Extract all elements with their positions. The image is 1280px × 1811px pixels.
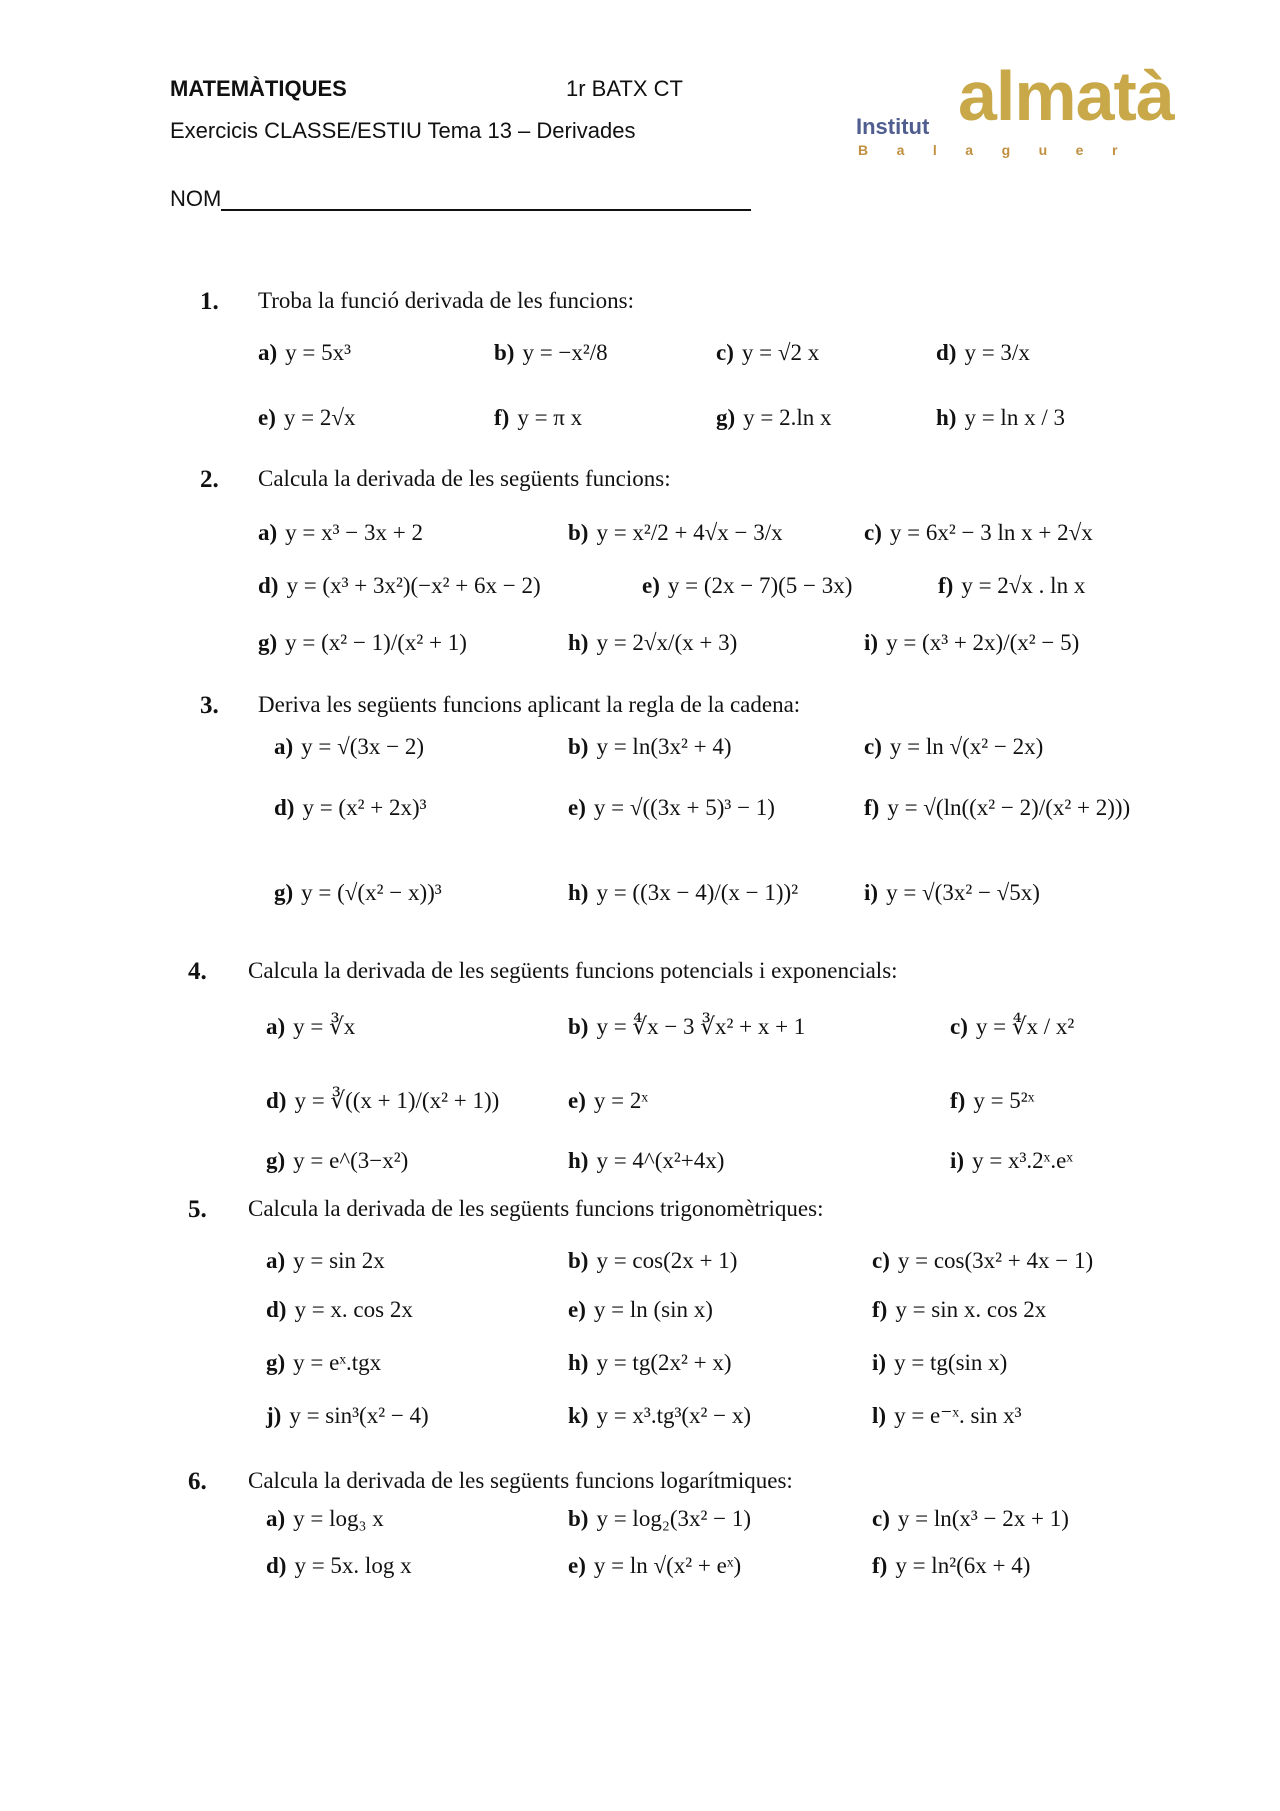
section-5-title: Calcula la derivada de les següents funcions trigonomètriques: <box>248 1196 824 1221</box>
exercise-5a: a) y = sin 2x <box>266 1248 385 1273</box>
exercise-6e: e) y = ln √(x² + eˣ) <box>568 1553 742 1578</box>
exercise-4g: g) y = e^(3−x²) <box>266 1148 409 1173</box>
section-2-number: 2. <box>200 466 219 493</box>
exercise-3g: g) y = (√(x² − x))³ <box>274 880 442 905</box>
exercise-3i: i) y = √(3x² − √5x) <box>864 880 1040 905</box>
exercise-1g: g) y = 2.ln x <box>716 405 832 430</box>
exercise-5g: g) y = eˣ.tgx <box>266 1350 382 1375</box>
exercise-4d: d) y = ∛((x + 1)/(x² + 1)) <box>266 1088 500 1113</box>
exercise-5c: c) y = cos(3x² + 4x − 1) <box>872 1248 1094 1273</box>
subject-title: MATEMÀTIQUES <box>170 76 347 101</box>
exercise-5h: h) y = tg(2x² + x) <box>568 1350 732 1375</box>
section-2-title: Calcula la derivada de les següents funcions: <box>258 466 671 491</box>
exercise-2h: h) y = 2√x/(x + 3) <box>568 630 738 655</box>
exercise-4i: i) y = x³.2ˣ.eˣ <box>950 1148 1073 1173</box>
exercise-2f: f) y = 2√x . ln x <box>938 573 1086 598</box>
logo-institut-text: Institut <box>856 114 930 139</box>
exercise-2d: d) y = (x³ + 3x²)(−x² + 6x − 2) <box>258 573 541 598</box>
exercise-3c: c) y = ln √(x² − 2x) <box>864 734 1044 759</box>
exercise-6b: b) y = log₂(3x² − 1) <box>568 1506 752 1531</box>
name-line <box>221 209 751 211</box>
exercise-6c: c) y = ln(x³ − 2x + 1) <box>872 1506 1069 1531</box>
exercise-5j: j) y = sin³(x² − 4) <box>266 1403 429 1428</box>
exercise-3a: a) y = √(3x − 2) <box>274 734 425 759</box>
exercise-5d: d) y = x. cos 2x <box>266 1297 413 1322</box>
exercise-4e: e) y = 2ˣ <box>568 1088 648 1113</box>
exercise-3h: h) y = ((3x − 4)/(x − 1))² <box>568 880 799 905</box>
exercise-2b: b) y = x²/2 + 4√x − 3/x <box>568 520 783 545</box>
exercise-2g: g) y = (x² − 1)/(x² + 1) <box>258 630 467 655</box>
exercise-2i: i) y = (x³ + 2x)/(x² − 5) <box>864 630 1080 655</box>
exercise-1c: c) y = √2 x <box>716 340 820 365</box>
section-5-number: 5. <box>188 1196 207 1223</box>
sheet-title: Exercicis CLASSE/ESTIU Tema 13 – Derivades <box>170 118 636 143</box>
exercise-1f: f) y = π x <box>494 405 583 430</box>
exercise-4a: a) y = ∛x <box>266 1014 356 1039</box>
section-6-title: Calcula la derivada de les següents funcions logarítmiques: <box>248 1468 793 1493</box>
section-4-number: 4. <box>188 958 207 985</box>
course-label: 1r BATX CT <box>566 76 683 101</box>
exercise-6a: a) y = log₃ x <box>266 1506 384 1531</box>
exercise-6f: f) y = ln²(6x + 4) <box>872 1553 1031 1578</box>
section-3-number: 3. <box>200 692 219 719</box>
logo-main-text: almatà <box>958 57 1174 135</box>
exercise-2c: c) y = 6x² − 3 ln x + 2√x <box>864 520 1093 545</box>
exercise-1b: b) y = −x²/8 <box>494 340 608 365</box>
name-label: NOM <box>170 186 222 211</box>
exercise-3e: e) y = √((3x + 5)³ − 1) <box>568 795 775 820</box>
exercise-2a: a) y = x³ − 3x + 2 <box>258 520 423 545</box>
exercise-5e: e) y = ln (sin x) <box>568 1297 713 1322</box>
exercise-5i: i) y = tg(sin x) <box>872 1350 1008 1375</box>
exercise-1a: a) y = 5x³ <box>258 340 352 365</box>
exercise-3f: f) y = √(ln((x² − 2)/(x² + 2))) <box>864 795 1131 820</box>
section-1-number: 1. <box>200 288 219 315</box>
exercise-2e: e) y = (2x − 7)(5 − 3x) <box>642 573 853 598</box>
exercise-5f: f) y = sin x. cos 2x <box>872 1297 1047 1322</box>
school-logo <box>852 57 1174 172</box>
exercise-5k: k) y = x³.tg³(x² − x) <box>568 1403 752 1428</box>
exercise-4h: h) y = 4^(x²+4x) <box>568 1148 725 1173</box>
exercise-3b: b) y = ln(3x² + 4) <box>568 734 732 759</box>
section-3-title: Deriva les següents funcions aplicant la regla de la cadena: <box>258 692 801 717</box>
exercise-3d: d) y = (x² + 2x)³ <box>274 795 427 820</box>
exercise-4f: f) y = 5²ˣ <box>950 1088 1035 1113</box>
exercise-4c: c) y = ∜x / x² <box>950 1014 1075 1039</box>
section-6-number: 6. <box>188 1468 207 1495</box>
exercise-5l: l) y = e⁻ˣ. sin x³ <box>872 1403 1022 1428</box>
exercise-1h: h) y = ln x / 3 <box>936 405 1065 430</box>
section-4-title: Calcula la derivada de les següents funcions potencials i exponencials: <box>248 958 898 983</box>
exercise-1d: d) y = 3/x <box>936 340 1030 365</box>
exercise-1e: e) y = 2√x <box>258 405 356 430</box>
logo-town-text: Balaguer <box>858 142 1146 158</box>
section-1-title: Troba la funció derivada de les funcions: <box>258 288 634 313</box>
exercise-4b: b) y = ∜x − 3 ∛x² + x + 1 <box>568 1014 806 1039</box>
exercise-5b: b) y = cos(2x + 1) <box>568 1248 738 1273</box>
exercise-6d: d) y = 5x. log x <box>266 1553 412 1578</box>
